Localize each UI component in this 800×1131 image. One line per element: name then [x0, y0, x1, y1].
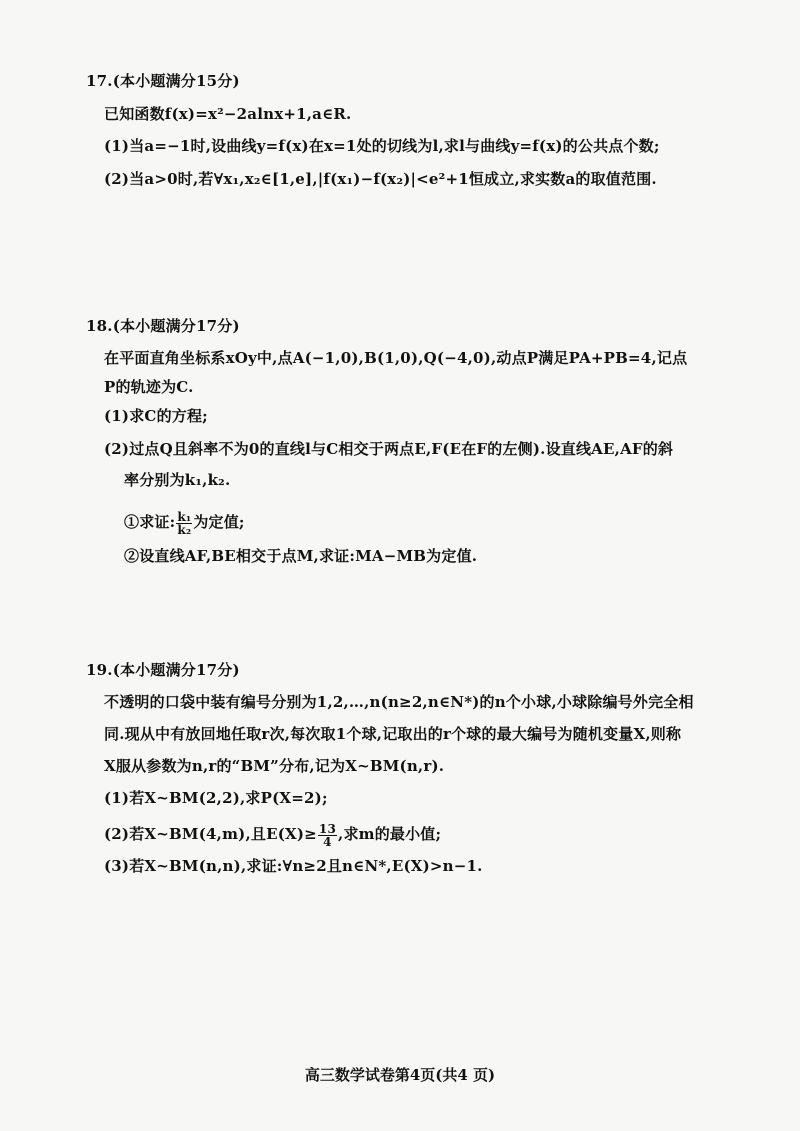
subquestion-2-line-2: 率分别为k₁,k₂. — [124, 471, 231, 489]
page-footer: 高三数学试卷第4页(共4 页) — [304, 1066, 496, 1084]
subquestion-2-part-2: ②设直线AF,BE相交于点M,求证:MA−MB为定值. — [124, 547, 478, 565]
question-17 — [86, 71, 766, 189]
subquestion-2-line-1: (2)过点Q且斜率不为0的直线l与C相交于两点E,F(E在F的左侧).设直线AE,AF的斜 — [104, 440, 674, 458]
subquestion-2-prefix: (2)若X~BM(4,m),且E(X)≥ — [104, 825, 317, 843]
subquestion-3: (3)若X~BM(n,n),求证:∀n≥2且n∈N*,E(X)>n−1. — [104, 857, 483, 875]
fraction-denominator: 4 — [323, 834, 332, 849]
subquestion-2: (2)当a>0时,若∀x₁,x₂∈[1,e],|f(x₁)−f(x₂)|<e²+1恒成立,求实数a的取值范围. — [104, 170, 657, 188]
fraction-numerator: k₁ — [177, 509, 192, 524]
question-18 — [86, 316, 766, 566]
part-1-prefix: ①求证: — [124, 513, 176, 531]
question-stem: 已知函数f(x)=x²−2alnx+1,a∈R. — [104, 105, 352, 123]
k1-over-k2-fraction — [176, 511, 192, 536]
fraction-denominator: k₂ — [177, 522, 192, 537]
subquestion-2-suffix: ,求m的最小值; — [338, 825, 442, 843]
question-header: 19.(本小题满分17分) — [86, 661, 240, 679]
subquestion-1: (1)若X~BM(2,2),求P(X=2); — [104, 789, 328, 807]
subquestion-2 — [86, 818, 766, 850]
question-19 — [86, 660, 766, 876]
subquestion-1: (1)当a=−1时,设曲线y=f(x)在x=1处的切线为l,求l与曲线y=f(x)的公共点个数; — [104, 137, 660, 155]
question-stem-line-2: P的轨迹为C. — [104, 378, 194, 396]
subquestion-2-part-1 — [86, 508, 766, 536]
part-1-suffix: 为定值; — [193, 513, 245, 531]
question-stem-line-3: X服从参数为n,r的“BM”分布,记为X~BM(n,r). — [104, 757, 445, 775]
question-stem-line-2: 同.现从中有放回地任取r次,每次取1个球,记取出的r个球的最大编号为随机变量X,则称 — [104, 725, 682, 743]
thirteen-quarters-fraction — [318, 823, 337, 848]
fraction-numerator: 13 — [318, 821, 337, 836]
question-stem-line-1: 不透明的口袋中装有编号分别为1,2,…,n(n≥2,n∈N*)的n个小球,小球除编号外完全相 — [104, 693, 694, 711]
question-header: 17.(本小题满分15分) — [86, 72, 240, 90]
question-header: 18.(本小题满分17分) — [86, 317, 240, 335]
subquestion-1: (1)求C的方程; — [104, 407, 208, 425]
question-stem-line-1: 在平面直角坐标系xOy中,点A(−1,0),B(1,0),Q(−4,0),动点P满足PA+PB=4,记点 — [104, 349, 688, 367]
